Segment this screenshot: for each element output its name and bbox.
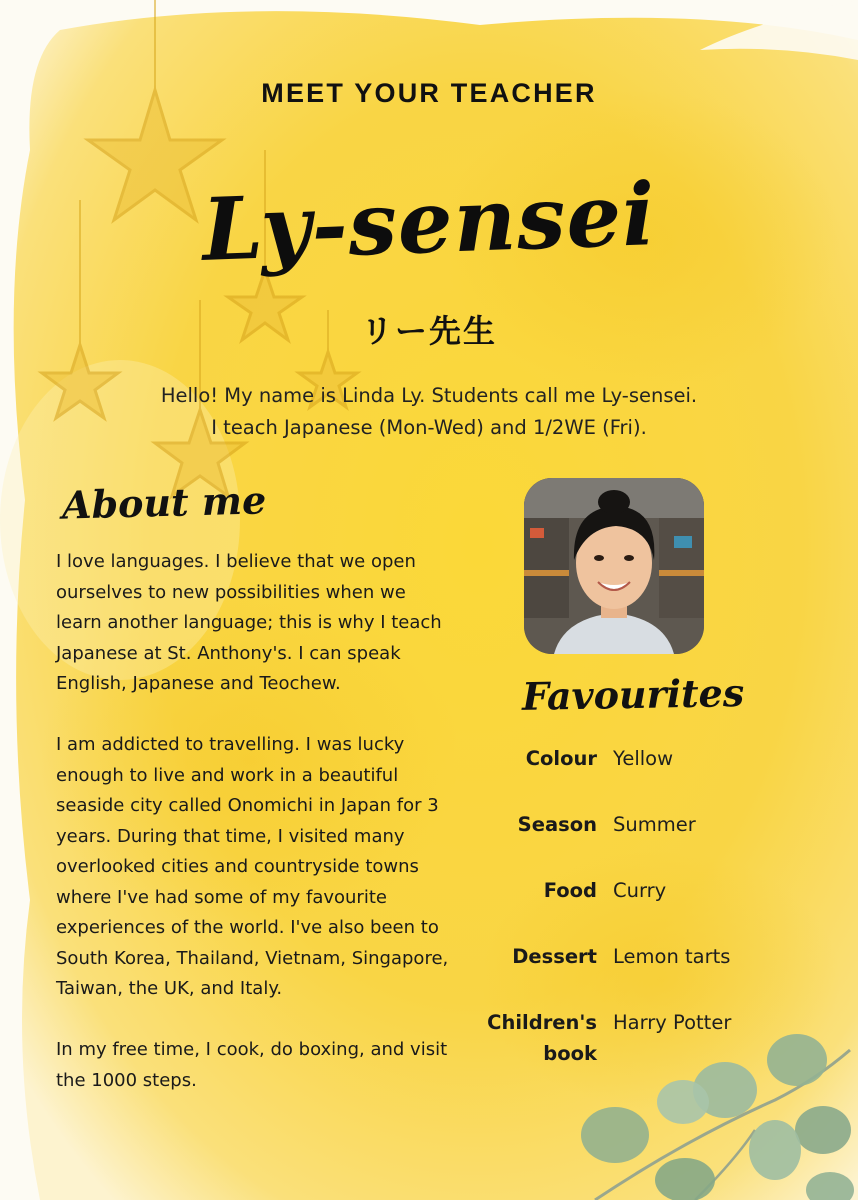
favourite-value: Summer <box>613 813 696 836</box>
teacher-photo <box>524 478 704 654</box>
intro-line: I teach Japanese (Mon-Wed) and 1/2WE (Fri). <box>211 416 647 439</box>
favourite-value: Curry <box>613 879 667 902</box>
favourite-value: Lemon tarts <box>613 945 731 968</box>
teacher-name: Ly-sensei <box>200 164 658 281</box>
leaf-icon <box>655 1158 715 1200</box>
favourite-row <box>470 806 800 872</box>
about-me-heading: About me <box>61 477 267 528</box>
leaf-icon <box>806 1172 854 1200</box>
favourite-label: Season <box>517 813 597 836</box>
favourite-label: Children's book <box>487 1011 597 1065</box>
leaf-icon <box>795 1106 851 1154</box>
favourites-heading: Favourites <box>521 670 745 719</box>
intro-line: Hello! My name is Linda Ly. Students call me Ly-sensei. <box>160 384 698 407</box>
about-paragraph: I love languages. I believe that we open ourselves to new possibilities when we learn another language; this is why I teach Japanese at St. Anthony's. I can speak English, Japanese and Teochew. <box>56 551 442 694</box>
favourite-value: Yellow <box>613 747 674 770</box>
favourite-label: Dessert <box>512 945 597 968</box>
favourite-label: Colour <box>525 747 597 770</box>
header-label: MEET YOUR TEACHER <box>261 78 597 108</box>
leaf-icon <box>749 1120 801 1180</box>
favourite-row <box>470 872 800 938</box>
favourite-row <box>470 1004 800 1070</box>
leaf-icon <box>581 1107 649 1163</box>
favourite-row <box>470 740 800 806</box>
teacher-name-japanese: リー先生 <box>360 312 497 350</box>
favourite-value: Harry Potter <box>613 1011 732 1034</box>
leaf-icon <box>657 1080 709 1124</box>
about-paragraph: In my free time, I cook, do boxing, and visit the 1000 steps. <box>56 1039 448 1091</box>
favourites-table <box>470 740 800 1070</box>
about-paragraph: I am addicted to travelling. I was lucky enough to live and work in a beautiful seaside city called Onomichi in Japan for 3 years. During that time, I visited many overlooked cities and countryside towns where I've had some of my favourite experiences of the world. I've also been to South Korea, Thailand, Vietnam, Singapore, Taiwan, the UK, and Italy. <box>56 734 449 999</box>
about-me-text <box>56 547 456 1127</box>
favourite-label: Food <box>543 879 597 902</box>
favourite-row <box>470 938 800 1004</box>
intro-text <box>60 380 798 444</box>
